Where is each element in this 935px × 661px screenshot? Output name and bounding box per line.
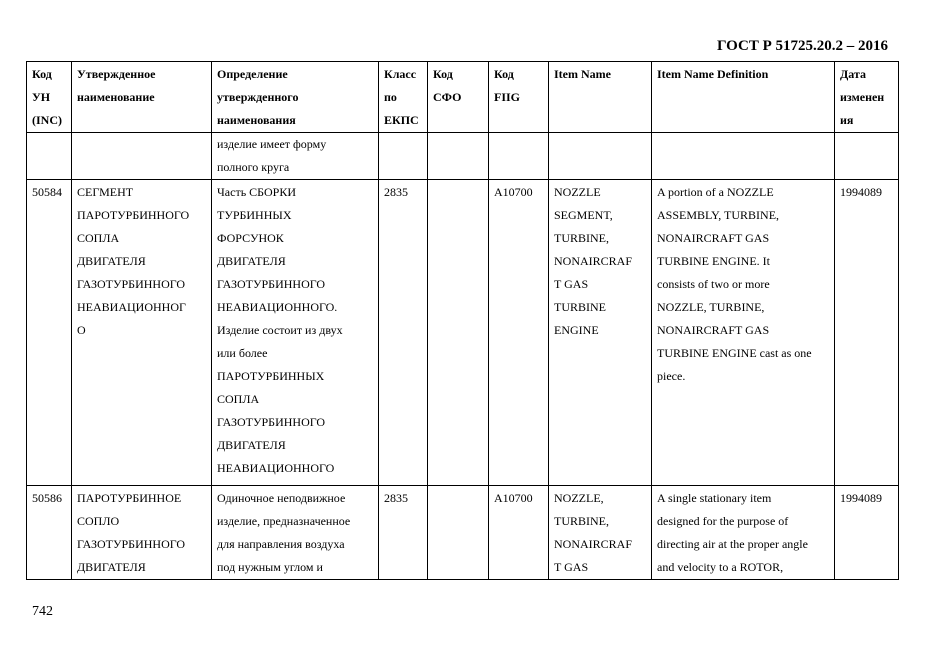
cell-item-name: NOZZLE, TURBINE, NONAIRCRAF T GAS — [549, 486, 652, 580]
cell-date: 1994089 — [835, 180, 899, 486]
cell-ekps — [379, 133, 428, 180]
cell-sfo — [428, 133, 489, 180]
col-header-sfo: Код СФО — [428, 62, 489, 133]
cell-inc — [27, 133, 72, 180]
cell-approved-name: ПАРОТУРБИННОЕ СОПЛО ГАЗОТУРБИННОГО ДВИГАТЕЛЯ — [72, 486, 212, 580]
table-row — [27, 486, 899, 580]
col-header-ekps: Класс по ЕКПС — [379, 62, 428, 133]
col-header-inc: Код УН (INC) — [27, 62, 72, 133]
cell-sfo — [428, 180, 489, 486]
table-row — [27, 180, 899, 486]
col-header-approved-name: Утвержденное наименование — [72, 62, 212, 133]
col-header-item-name: Item Name — [549, 62, 652, 133]
cell-date — [835, 133, 899, 180]
col-header-item-definition: Item Name Definition — [652, 62, 835, 133]
cell-ekps: 2835 — [379, 486, 428, 580]
cell-definition: изделие имеет форму полного круга — [212, 133, 379, 180]
cell-item-definition: A portion of a NOZZLE ASSEMBLY, TURBINE, NONAIRCRAFT GAS TURBINE ENGINE. It consists of two or more NOZZLE, TURBINE, NONAIRCRAFT GAS TURBINE ENGINE cast as one piece. — [652, 180, 835, 486]
cell-item-name: NOZZLE SEGMENT, TURBINE, NONAIRCRAF T GAS TURBINE ENGINE — [549, 180, 652, 486]
col-header-fiig: Код FIIG — [489, 62, 549, 133]
cell-fiig: A10700 — [489, 486, 549, 580]
cell-item-definition: A single stationary item designed for the purpose of directing air at the proper angle and velocity to a ROTOR, — [652, 486, 835, 580]
page-number: 742 — [32, 604, 53, 619]
cell-definition: Одиночное неподвижное изделие, предназначенное для направления воздуха под нужным углом и — [212, 486, 379, 580]
cell-sfo — [428, 486, 489, 580]
cell-item-name — [549, 133, 652, 180]
cell-approved-name — [72, 133, 212, 180]
document-header: ГОСТ Р 51725.20.2 – 2016 — [716, 38, 888, 54]
cell-fiig — [489, 133, 549, 180]
cell-fiig: A10700 — [489, 180, 549, 486]
cell-inc: 50584 — [27, 180, 72, 486]
cell-item-definition — [652, 133, 835, 180]
col-header-definition: Определение утвержденного наименования — [212, 62, 379, 133]
col-header-date: Дата изменен ия — [835, 62, 899, 133]
cell-inc: 50586 — [27, 486, 72, 580]
gost-item-table — [26, 61, 899, 580]
table-header-row — [27, 62, 899, 133]
cell-definition: Часть СБОРКИ ТУРБИННЫХ ФОРСУНОК ДВИГАТЕЛЯ ГАЗОТУРБИННОГО НЕАВИАЦИОННОГО. Изделие состоит из двух или более ПАРОТУРБИННЫХ СОПЛА ГАЗОТУРБИННОГО ДВИГАТЕЛЯ НЕАВИАЦИОННОГО — [212, 180, 379, 486]
cell-approved-name: СЕГМЕНТ ПАРОТУРБИННОГО СОПЛА ДВИГАТЕЛЯ ГАЗОТУРБИННОГО НЕАВИАЦИОННОГ О — [72, 180, 212, 486]
cell-ekps: 2835 — [379, 180, 428, 486]
cell-date: 1994089 — [835, 486, 899, 580]
table-row — [27, 133, 899, 180]
